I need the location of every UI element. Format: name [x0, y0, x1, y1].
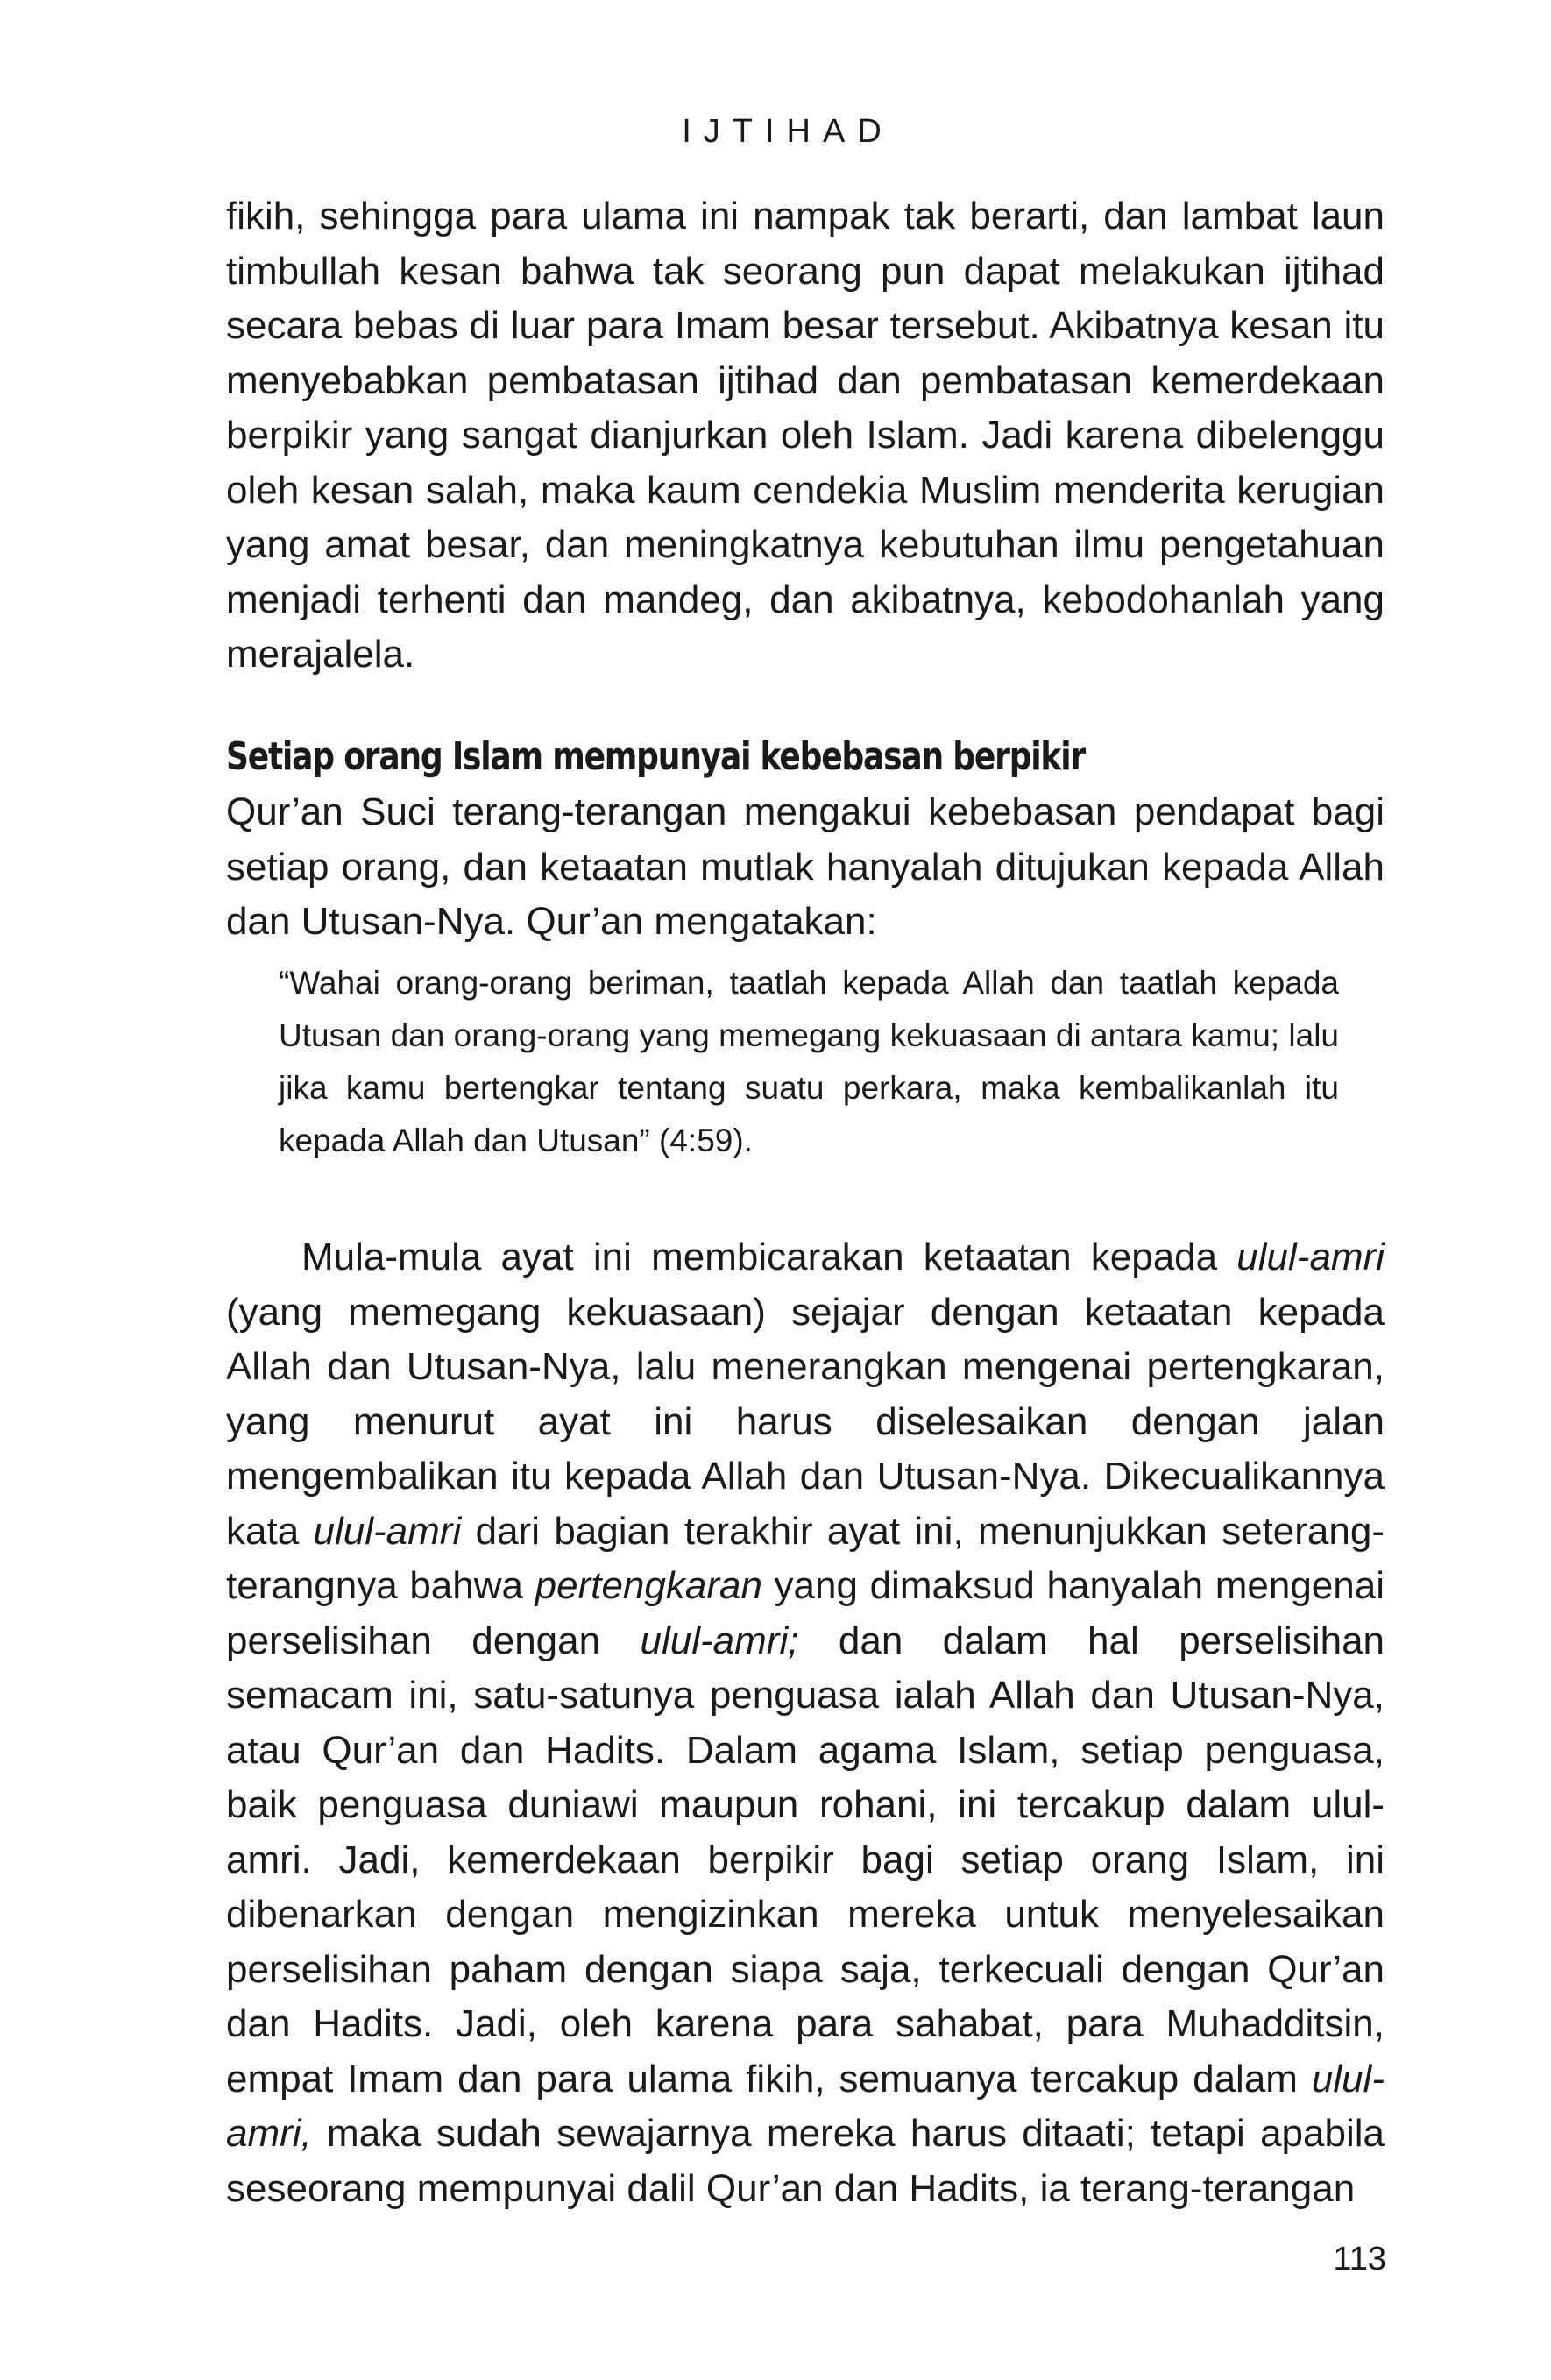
- italic-term: ulul-amri: [1236, 1236, 1385, 1279]
- text-run: yang dimaksud hanyalah mengenai perselisihan dengan: [226, 1564, 1385, 1662]
- commentary-paragraph: [226, 1230, 1385, 2216]
- paragraph-continuation: [226, 189, 1385, 683]
- commentary-block: [226, 1230, 1385, 2216]
- quran-quote: “Wahai orang-orang beriman, taatlah kepada Allah dan taatlah kepada Utusan dan orang-orang yang memegang kekuasaan di antara kamu; lalu jika kamu bertengkar tentang suatu perkara, maka kembalikanlah itu kepada Allah dan Utusan” (4:59).: [279, 965, 1339, 1158]
- text-run: dan dalam hal perselisihan semacam ini, satu-satunya penguasa ialah Allah dan Utusan-Nya, atau Qur’an dan Hadits. Dalam agama Islam, setiap penguasa, baik penguasa duniawi maupun rohani, ini tercakup dalam ulul-amri. Jadi, kemerdekaan berpikir bagi setiap orang Islam, ini dibenarkan dengan mengizinkan mereka untuk menyelesaikan perselisihan paham dengan siapa saja, terkecuali dengan Qur’an dan Hadits. Jadi, oleh karena para sahabat, para Muhadditsin, empat Imam dan para ulama fikih, semuanya tercakup dalam: [226, 1619, 1385, 2100]
- page-number: 113: [1333, 2241, 1386, 2277]
- text-run: dari bagian terakhir ayat ini, menunjukkan seterang-terangnya bahwa: [226, 1509, 1385, 1607]
- text-run: maka sudah sewajarnya mereka harus ditaati; tetapi apabila seseorang mempunyai dalil Qur’an dan Hadits, ia terang-terangan: [226, 2112, 1385, 2210]
- text-run: Mula-mula ayat ini membicarakan ketaatan kepada: [301, 1236, 1237, 1279]
- italic-term: ulul-amri: [313, 1509, 462, 1553]
- italic-term: ulul-amri,: [226, 2057, 1385, 2155]
- italic-term: pertengkaran: [535, 1564, 762, 1607]
- body-paragraph: fikih, sehingga para ulama ini nampak tak berarti, dan lambat laun timbullah kesan bahwa tak seorang pun dapat melakukan ijtihad secara bebas di luar para Imam besar tersebut. Akibatnya kesan itu menyebabkan pembatasan ijtihad dan pembatasan kemerdekaan berpikir yang sangat dianjurkan oleh Islam. Jadi karena dibelenggu oleh kesan salah, maka kaum cendekia Muslim menderita kerugian yang amat besar, dan meningkatnya kebutuhan ilmu pengetahuan menjadi terhenti dan mandeg, dan akibatnya, kebodohanlah yang merajalela.: [226, 195, 1385, 676]
- italic-term: ulul-amri;: [640, 1619, 799, 1662]
- intro-paragraph-block: [226, 785, 1385, 950]
- body-paragraph: Qur’an Suci terang-terangan mengakui kebebasan pendapat bagi setiap orang, dan ketaatan mutlak hanyalah ditujukan kepada Allah dan Utusan-Nya. Qur’an mengatakan:: [226, 790, 1385, 943]
- running-head: IJTIHAD: [682, 113, 894, 150]
- text-run: (yang memegang kekuasaan) sejajar dengan ketaatan kepada Allah dan Utusan-Nya, lalu menerangkan mengenai pertengkaran, yang menurut ayat ini harus diselesaikan dengan jalan mengembalikan itu kepada Allah dan Utusan-Nya. Dikecualikannya kata: [226, 1290, 1385, 1553]
- section-heading: Setiap orang Islam mempunyai kebebasan berpikir: [226, 734, 1085, 779]
